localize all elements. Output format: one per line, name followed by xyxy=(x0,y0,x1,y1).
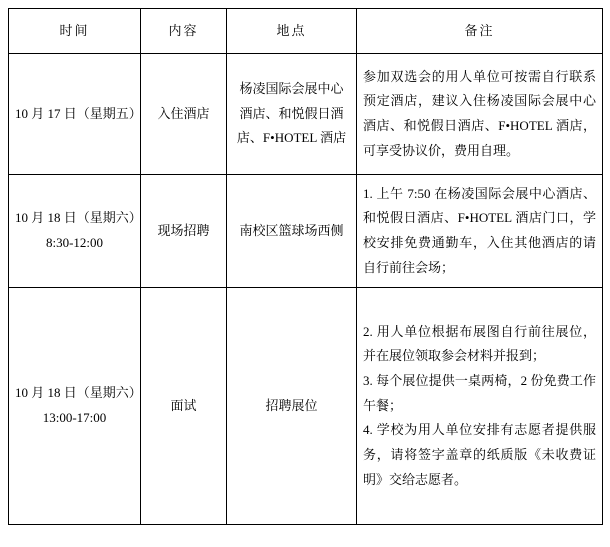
table-header-row xyxy=(9,9,603,54)
place-line: 招聘展位 xyxy=(265,397,318,413)
cell-place xyxy=(227,54,357,175)
table-header xyxy=(9,9,603,54)
cell-place xyxy=(227,288,357,525)
cell-content: 入住酒店 xyxy=(141,54,227,175)
place-line: 酒店、和悦假日酒 xyxy=(239,105,344,121)
column-header-place: 地点 xyxy=(227,9,357,54)
schedule-table xyxy=(8,8,603,525)
place-line: 杨凌国际会展中心 xyxy=(239,80,344,96)
time-line: 10 月 17 日（星期五） xyxy=(15,105,142,121)
cell-content: 现场招聘 xyxy=(141,175,227,288)
place-line: 南校区篮球场西侧 xyxy=(239,222,344,238)
cell-remark xyxy=(357,175,603,288)
cell-content: 面试 xyxy=(141,288,227,525)
cell-time xyxy=(9,54,141,175)
cell-time xyxy=(9,288,141,525)
table-row xyxy=(9,54,603,175)
cell-place xyxy=(227,175,357,288)
column-header-content: 内容 xyxy=(141,9,227,54)
cell-time xyxy=(9,175,141,288)
table-row xyxy=(9,175,603,288)
remark-paragraph: 1. 上午 7:50 在杨凌国际会展中心酒店、和悦假日酒店、F•HOTEL 酒店门口，学校安排免费通勤车，入住其他酒店的请自行前往会场； xyxy=(363,185,596,275)
remark-paragraph: 参加双选会的用人单位可按需自行联系预定酒店，建议入住杨凌国际会展中心酒店、和悦假日酒店、F•HOTEL 酒店，可享受协议价，费用自理。 xyxy=(363,68,596,158)
time-line: 13:00-17:00 xyxy=(42,410,107,425)
remark-paragraph: 3. 每个展位提供一桌两椅，2 份免费工作午餐； xyxy=(363,372,596,413)
remark-paragraph: 4. 学校为用人单位安排有志愿者提供服务，请将签字盖章的纸质版《未收费证明》交给志愿者。 xyxy=(363,422,596,487)
cell-remark xyxy=(357,54,603,175)
time-line: 10 月 18 日（星期六） xyxy=(15,385,142,401)
table-body xyxy=(9,54,603,525)
remark-paragraph: 2. 用人单位根据布展图自行前往展位，并在展位领取参会材料并报到； xyxy=(363,323,596,364)
cell-remark xyxy=(357,288,603,525)
table-row xyxy=(9,288,603,525)
time-line: 10 月 18 日（星期六） xyxy=(15,210,142,226)
column-header-remark: 备注 xyxy=(357,9,603,54)
place-line: 店、F•HOTEL 酒店 xyxy=(236,130,347,146)
column-header-time: 时间 xyxy=(9,9,141,54)
time-line: 8:30-12:00 xyxy=(45,235,104,250)
